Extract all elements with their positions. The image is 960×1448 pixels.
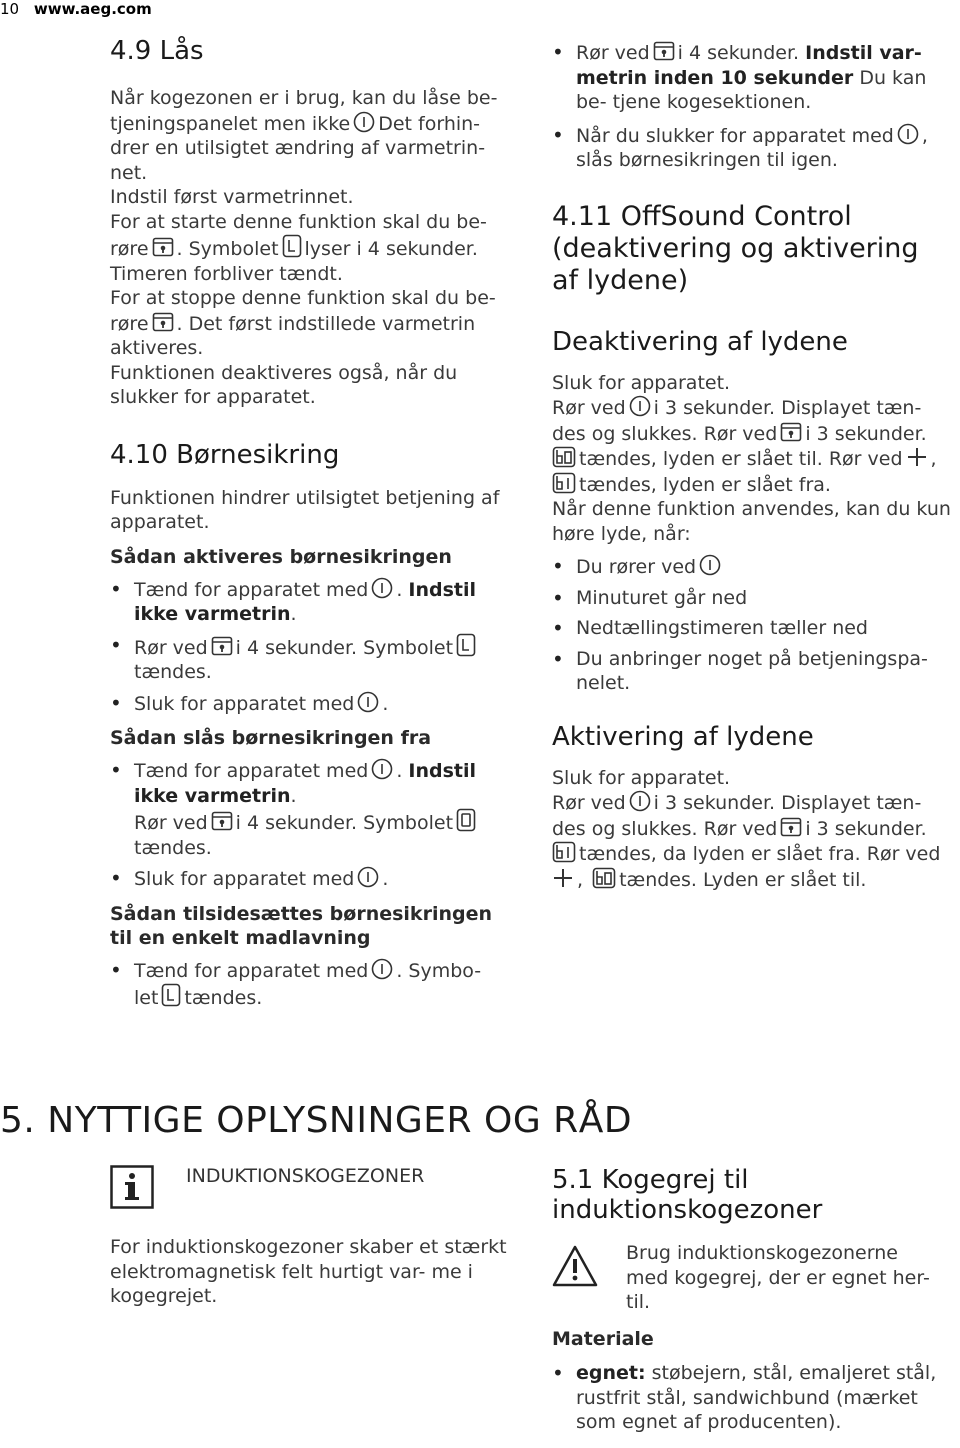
override-title: Sådan tilsidesættes børnesikringen til en enkelt madlavning	[110, 902, 492, 949]
power-icon	[357, 866, 379, 888]
list-item: • Tænd for apparatet med . Indstil ikke varmetrin. Rør ved i 4 sekunder. Symbolet tændes.	[110, 758, 510, 860]
plus-icon	[552, 867, 574, 889]
sound-list	[552, 554, 952, 696]
list-item: • Når du slukker for apparatet med , slås børnesikringen til igen.	[552, 123, 952, 173]
deactivate-title: Sådan slås børnesikringen fra	[110, 727, 432, 749]
material-list	[552, 1361, 952, 1435]
deact-sound-title: Deaktivering af lydene	[552, 326, 848, 357]
s411-d5: tændes, lyden er slået fra.	[552, 472, 952, 498]
material-title: Materiale	[552, 1328, 654, 1350]
info-text: For induktionskogezoner skaber et stærkt elektromagnetisk felt hurtigt var- me i kogegrejet.	[110, 1236, 507, 1307]
info-icon	[110, 1165, 154, 1213]
lock-key-icon	[211, 810, 233, 832]
warning-icon	[552, 1245, 598, 1291]
power-icon	[353, 111, 375, 133]
s410-intro-a: Funktionen hindrer utilsigtet betjening af	[110, 486, 500, 509]
list-item: • egnet: støbejern, stål, emaljeret stål, rustfrit stål, sandwichbund (mærket som egnet af producenten).	[552, 1361, 952, 1435]
s49-p5a: Funktionen deaktiveres også, når du	[110, 361, 458, 384]
activate-list	[110, 577, 510, 717]
header-url: www.aeg.com	[33, 0, 152, 18]
s411-d3: des og slukkes. Rør ved i 3 sekunder.	[552, 422, 927, 445]
lock-key-icon	[152, 236, 174, 258]
power-icon	[371, 958, 393, 980]
s411-d6: Når denne funktion anvendes, kan du kun høre lyde, når:	[552, 498, 951, 545]
list-item: • Sluk for apparatet med .	[110, 691, 510, 717]
warning-box	[552, 1241, 952, 1327]
deactivate-list	[110, 758, 510, 892]
s411-d1: Sluk for apparatet.	[552, 371, 731, 394]
act-sound-title: Aktivering af lydene	[552, 721, 814, 752]
section-4-10-title: 4.10 Børnesikring	[110, 439, 340, 470]
section-4-9-title: 4.9 Lås	[110, 36, 204, 66]
list-item: • Tænd for apparatet med . Symbo- let tændes.	[110, 958, 510, 1011]
list-item: • Rør ved i 4 sekunder. Symbolet tændes.	[110, 633, 510, 685]
power-icon	[629, 395, 651, 417]
override-list	[110, 958, 510, 1011]
s49-p1d: net.	[110, 161, 148, 184]
list-item: • Minuturet går ned	[552, 586, 952, 611]
power-icon	[371, 758, 393, 780]
list-item: • Du rører ved	[552, 554, 952, 580]
s411-a5: , tændes. Lyden er slået til.	[552, 867, 952, 893]
s49-p4b: røre . Det først indstillede varmetrin	[110, 312, 476, 335]
display-zero-icon	[456, 808, 476, 832]
display-b1-icon	[552, 841, 576, 863]
display-l-icon	[161, 983, 181, 1007]
s411-a2: Rør ved i 3 sekunder. Displayet tæn-	[552, 792, 922, 814]
power-icon	[371, 577, 393, 599]
section-4-11-title: 4.11 OffSound Control (deaktivering og aktivering af lydene)	[552, 200, 919, 296]
s49-p1a: Når kogezonen er i brug, kan du låse be-	[110, 87, 498, 109]
page-number: 10	[0, 0, 20, 18]
power-icon	[357, 691, 379, 713]
s49-p3b: røre . Symbolet lyser i 4 sekunder.	[110, 234, 510, 262]
section-5-1-title: 5.1 Kogegrej til induktionskogezoner	[552, 1165, 823, 1225]
display-l-icon	[456, 633, 476, 657]
activate-title: Sådan aktiveres børnesikringen	[110, 545, 452, 568]
lock-key-icon	[211, 635, 233, 657]
s411-a4: tændes, da lyden er slået fra. Rør ved	[552, 841, 952, 867]
power-icon	[897, 123, 919, 145]
list-item: • Du anbringer noget på betjeningspa- nelet.	[552, 647, 952, 696]
display-l-icon	[282, 234, 302, 258]
list-item: • Nedtællingstimeren tæller ned	[552, 616, 952, 641]
display-b0-icon	[552, 446, 576, 468]
plus-icon	[906, 446, 928, 468]
s49-p1b: tjeningspanelet men ikke Det forhin-	[110, 112, 481, 135]
display-b0-icon	[592, 867, 616, 889]
continue-list	[552, 40, 952, 173]
power-icon	[629, 790, 651, 812]
left-column	[110, 36, 510, 1011]
info-heading: INDUKTIONSKOGEZONER	[186, 1165, 425, 1187]
display-b1-icon	[552, 472, 576, 494]
lock-key-icon	[780, 816, 802, 838]
power-icon	[699, 554, 721, 576]
list-item: • Rør ved i 4 sekunder. Indstil var- metrin inden 10 sekunder Du kan be- tjene kogesektionen.	[552, 40, 952, 115]
s411-a3: des og slukkes. Rør ved i 3 sekunder.	[552, 817, 927, 840]
warning-text: Brug induktionskogezonerne med kogegrej, der er egnet her- til.	[626, 1242, 930, 1313]
s49-p2: Indstil først varmetrinnet.	[110, 186, 354, 208]
s410-intro-b: apparatet.	[110, 511, 210, 533]
right-column	[552, 40, 952, 892]
list-item: • Sluk for apparatet med .	[110, 866, 510, 892]
section-5-1	[552, 1165, 952, 1435]
page-header	[0, 0, 152, 18]
s49-p1c: drer en utilsigtet ændring af varmetrin-	[110, 137, 486, 159]
s411-a1: Sluk for apparatet.	[552, 766, 731, 789]
s49-p3c: Timeren forbliver tændt.	[110, 262, 343, 285]
s49-p4a: For at stoppe denne funktion skal du be-	[110, 287, 496, 309]
lock-key-icon	[152, 311, 174, 333]
s411-d4: tændes, lyden er slået til. Rør ved ,	[552, 446, 952, 472]
section-5-title: 5. NYTTIGE OPLYSNINGER OG RÅD	[0, 1100, 633, 1141]
lock-key-icon	[653, 40, 675, 62]
s49-p5b: slukker for apparatet.	[110, 386, 316, 408]
s49-p4c: aktiveres.	[110, 337, 204, 359]
s49-p3a: For at starte denne funktion skal du be-	[110, 210, 487, 233]
list-item: • Tænd for apparatet med . Indstil ikke varmetrin.	[110, 577, 510, 627]
lock-key-icon	[780, 421, 802, 443]
s411-d2: Rør ved i 3 sekunder. Displayet tæn-	[552, 397, 922, 419]
